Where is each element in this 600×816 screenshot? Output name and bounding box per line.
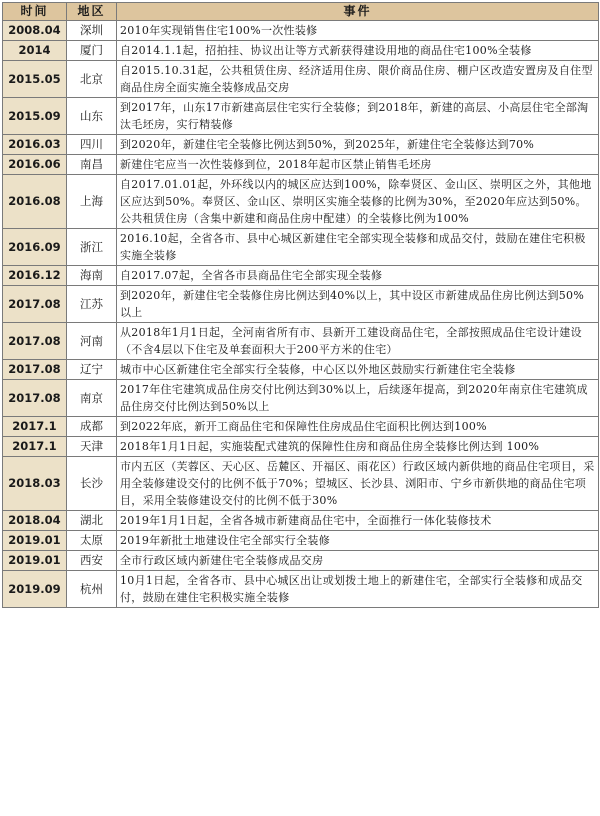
cell-event: 从2018年1月1日起，全河南省所有市、县新开工建设商品住宅，全部按照成品住宅设计建设（不含4层以下住宅及单套面积大于200平方米的住宅）: [117, 323, 599, 360]
cell-time: 2016.12: [3, 266, 67, 286]
cell-time: 2015.05: [3, 61, 67, 98]
header-event: 事件: [117, 3, 599, 21]
cell-region: 成都: [67, 417, 117, 437]
cell-time: 2016.08: [3, 175, 67, 229]
cell-region: 北京: [67, 61, 117, 98]
header-region: 地区: [67, 3, 117, 21]
table-row: [3, 323, 599, 360]
table-row: [3, 286, 599, 323]
table-row: [3, 417, 599, 437]
cell-region: 厦门: [67, 41, 117, 61]
cell-event: 2017年住宅建筑成品住房交付比例达到30%以上，后续逐年提高，到2020年南京住宅建筑成品住房交付比例达到50%以上: [117, 380, 599, 417]
cell-time: 2016.06: [3, 155, 67, 175]
header-time: 时间: [3, 3, 67, 21]
cell-event: 自2014.1.1起，招拍挂、协议出让等方式新获得建设用地的商品住宅100%全装修: [117, 41, 599, 61]
full-decoration-policy-table: [2, 2, 599, 608]
cell-region: 南京: [67, 380, 117, 417]
cell-event: 到2020年，新建住宅全装修住房比例达到40%以上，其中设区市新建成品住房比例达到50%以上: [117, 286, 599, 323]
cell-region: 山东: [67, 98, 117, 135]
table-row: [3, 98, 599, 135]
cell-event: 2010年实现销售住宅100%一次性装修: [117, 21, 599, 41]
cell-region: 海南: [67, 266, 117, 286]
table-body: [3, 21, 599, 608]
cell-event: 自2015.10.31起，公共租赁住房、经济适用住房、限价商品住房、棚户区改造安置房及自住型商品住房全面实施全装修成品交房: [117, 61, 599, 98]
cell-region: 长沙: [67, 457, 117, 511]
cell-event: 城市中心区新建住宅全部实行全装修，中心区以外地区鼓励实行新建住宅全装修: [117, 360, 599, 380]
table-row: [3, 360, 599, 380]
cell-event: 到2017年，山东17市新建高层住宅实行全装修；到2018年，新建的高层、小高层住宅全部淘汰毛坯房，实行精装修: [117, 98, 599, 135]
table-row: [3, 380, 599, 417]
cell-region: 河南: [67, 323, 117, 360]
cell-region: 江苏: [67, 286, 117, 323]
cell-event: 新建住宅应当一次性装修到位，2018年起市区禁止销售毛坯房: [117, 155, 599, 175]
table-row: [3, 531, 599, 551]
header-row: [3, 3, 599, 21]
cell-event: 自2017.07起，全省各市县商品住宅全部实现全装修: [117, 266, 599, 286]
table-row: [3, 457, 599, 511]
cell-region: 西安: [67, 551, 117, 571]
cell-time: 2017.08: [3, 360, 67, 380]
cell-region: 浙江: [67, 229, 117, 266]
table-row: [3, 511, 599, 531]
cell-event: 2019年1月1日起，全省各城市新建商品住宅中，全面推行一体化装修技术: [117, 511, 599, 531]
cell-region: 上海: [67, 175, 117, 229]
cell-time: 2016.03: [3, 135, 67, 155]
policy-table-container: [2, 2, 598, 608]
cell-time: 2017.08: [3, 323, 67, 360]
table-row: [3, 155, 599, 175]
cell-event: 全市行政区域内新建住宅全装修成品交房: [117, 551, 599, 571]
cell-time: 2019.01: [3, 531, 67, 551]
cell-region: 辽宁: [67, 360, 117, 380]
table-row: [3, 61, 599, 98]
cell-time: 2014: [3, 41, 67, 61]
cell-event: 自2017.01.01起，外环线以内的城区应达到100%，除奉贤区、金山区、崇明区之外，其他地区应达到50%。奉贤区、金山区、崇明区实施全装修的比例为30%，至2020年应达到50%。公共租赁住房（含集中新建和商品住房中配建）的全装修比例为100%: [117, 175, 599, 229]
cell-event: 10月1日起，全省各市、县中心城区出让或划拨土地上的新建住宅，全部实行全装修和成品交付，鼓励在建住宅积极实施全装修: [117, 571, 599, 608]
table-row: [3, 437, 599, 457]
cell-event: 到2022年底，新开工商品住宅和保障性住房成品住宅面积比例达到100%: [117, 417, 599, 437]
cell-region: 天津: [67, 437, 117, 457]
cell-event: 2019年新批土地建设住宅全部实行全装修: [117, 531, 599, 551]
table-row: [3, 571, 599, 608]
table-row: [3, 135, 599, 155]
cell-time: 2017.1: [3, 437, 67, 457]
cell-region: 四川: [67, 135, 117, 155]
table-row: [3, 551, 599, 571]
cell-time: 2018.04: [3, 511, 67, 531]
cell-time: 2017.1: [3, 417, 67, 437]
table-row: [3, 21, 599, 41]
cell-time: 2017.08: [3, 380, 67, 417]
cell-region: 湖北: [67, 511, 117, 531]
cell-time: 2016.09: [3, 229, 67, 266]
cell-time: 2008.04: [3, 21, 67, 41]
cell-event: 市内五区（芙蓉区、天心区、岳麓区、开福区、雨花区）行政区域内新供地的商品住宅项目，采用全装修建设交付的比例不低于70%；望城区、长沙县、浏阳市、宁乡市新供地的商品住宅项目，采用全装修建设交付的比例不低于30%: [117, 457, 599, 511]
cell-time: 2019.01: [3, 551, 67, 571]
cell-time: 2019.09: [3, 571, 67, 608]
table-row: [3, 41, 599, 61]
cell-time: 2017.08: [3, 286, 67, 323]
cell-time: 2015.09: [3, 98, 67, 135]
cell-event: 2018年1月1日起，实施装配式建筑的保障性住房和商品住房全装修比例达到 100%: [117, 437, 599, 457]
table-row: [3, 229, 599, 266]
cell-region: 南昌: [67, 155, 117, 175]
cell-region: 深圳: [67, 21, 117, 41]
cell-event: 2016.10起，全省各市、县中心城区新建住宅全部实现全装修和成品交付，鼓励在建住宅积极实施全装修: [117, 229, 599, 266]
table-row: [3, 175, 599, 229]
cell-time: 2018.03: [3, 457, 67, 511]
table-row: [3, 266, 599, 286]
cell-region: 杭州: [67, 571, 117, 608]
cell-region: 太原: [67, 531, 117, 551]
cell-event: 到2020年，新建住宅全装修比例达到50%，到2025年，新建住宅全装修达到70%: [117, 135, 599, 155]
